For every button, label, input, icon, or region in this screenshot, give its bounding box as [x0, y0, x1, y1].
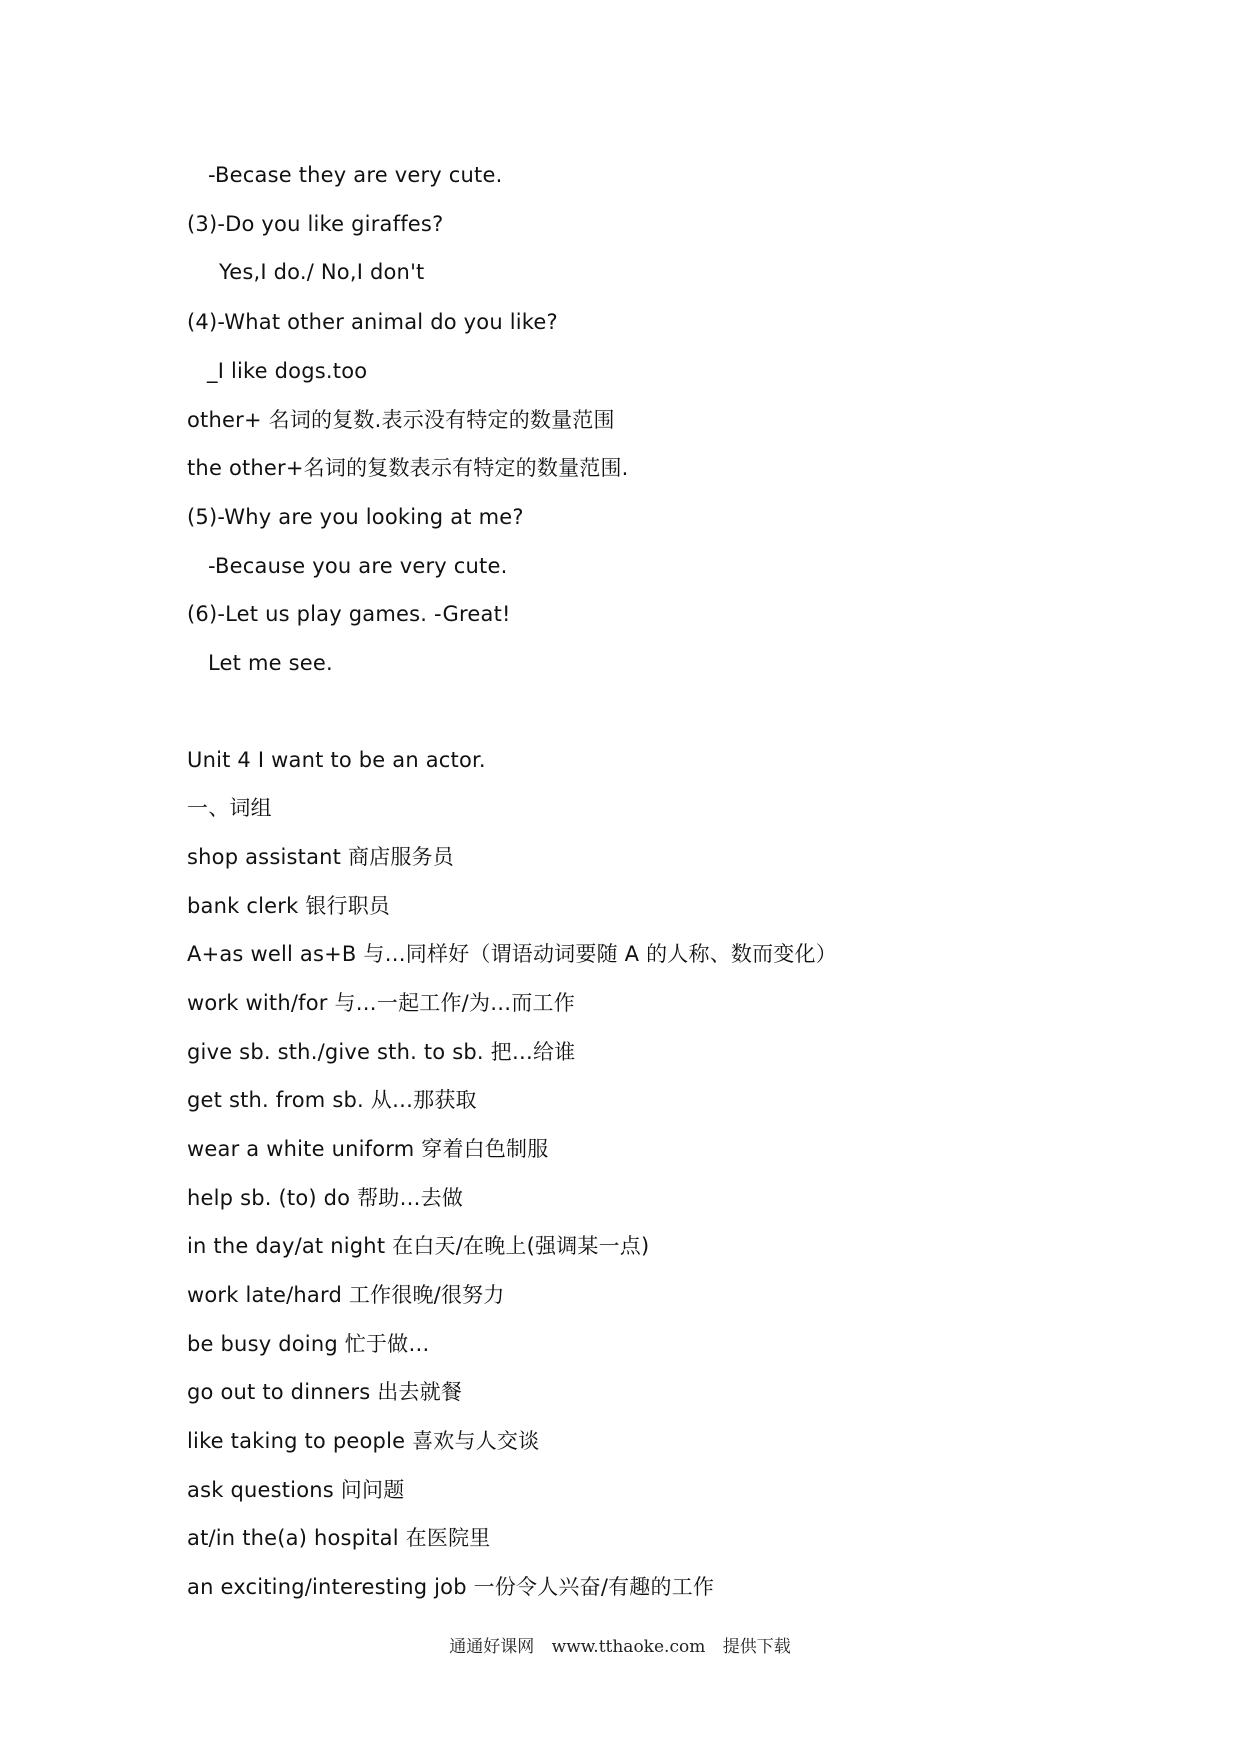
phrase-entry: help sb. (to) do 帮助…去做 [187, 1186, 464, 1210]
page-footer [0, 1636, 1240, 1658]
phrase-entry: work with/for 与…一起工作/为…而工作 [187, 991, 575, 1015]
footer-note: 提供下载 [722, 1637, 791, 1657]
grammar-note: other+ 名词的复数.表示没有特定的数量范围 [187, 408, 615, 432]
dialogue-line: _I like dogs.too [207, 359, 368, 383]
phrase-entry: be busy doing 忙于做… [187, 1332, 430, 1356]
phrase-entry: A+as well as+B 与…同样好（谓语动词要随 A 的人称、数而变化） [187, 942, 837, 966]
phrase-entry: work late/hard 工作很晚/很努力 [187, 1283, 505, 1307]
phrase-entry: ask questions 问问题 [187, 1478, 405, 1502]
dialogue-line: -Because you are very cute. [208, 554, 508, 578]
footer-url-link[interactable]: www.tthaoke.com [551, 1637, 706, 1657]
dialogue-line: Yes,I do./ No,I don't [219, 260, 425, 284]
phrase-entry: at/in the(a) hospital 在医院里 [187, 1526, 491, 1550]
dialogue-line: (6)-Let us play games. -Great! [187, 602, 511, 626]
dialogue-line: (4)-What other animal do you like? [187, 310, 558, 334]
unit-heading: Unit 4 I want to be an actor. [187, 748, 486, 772]
dialogue-line: -Becase they are very cute. [208, 163, 503, 187]
phrase-entry: go out to dinners 出去就餐 [187, 1380, 463, 1404]
footer-site-name: 通通好课网 [449, 1637, 535, 1657]
dialogue-line: Let me see. [208, 651, 333, 675]
dialogue-line: (3)-Do you like giraffes? [187, 212, 444, 236]
grammar-note: the other+名词的复数表示有特定的数量范围. [187, 456, 629, 480]
phrase-entry: give sb. sth./give sth. to sb. 把…给谁 [187, 1040, 576, 1064]
phrase-entry: get sth. from sb. 从…那获取 [187, 1088, 477, 1112]
dialogue-line: (5)-Why are you looking at me? [187, 505, 524, 529]
phrase-entry: bank clerk 银行职员 [187, 894, 391, 918]
section-heading: 一、词组 [187, 796, 272, 820]
phrase-entry: like taking to people 喜欢与人交谈 [187, 1429, 540, 1453]
phrase-entry: wear a white uniform 穿着白色制服 [187, 1137, 549, 1161]
phrase-entry: in the day/at night 在白天/在晚上(强调某一点) [187, 1234, 650, 1258]
phrase-entry: shop assistant 商店服务员 [187, 845, 454, 869]
phrase-entry: an exciting/interesting job 一份令人兴奋/有趣的工作 [187, 1575, 715, 1599]
